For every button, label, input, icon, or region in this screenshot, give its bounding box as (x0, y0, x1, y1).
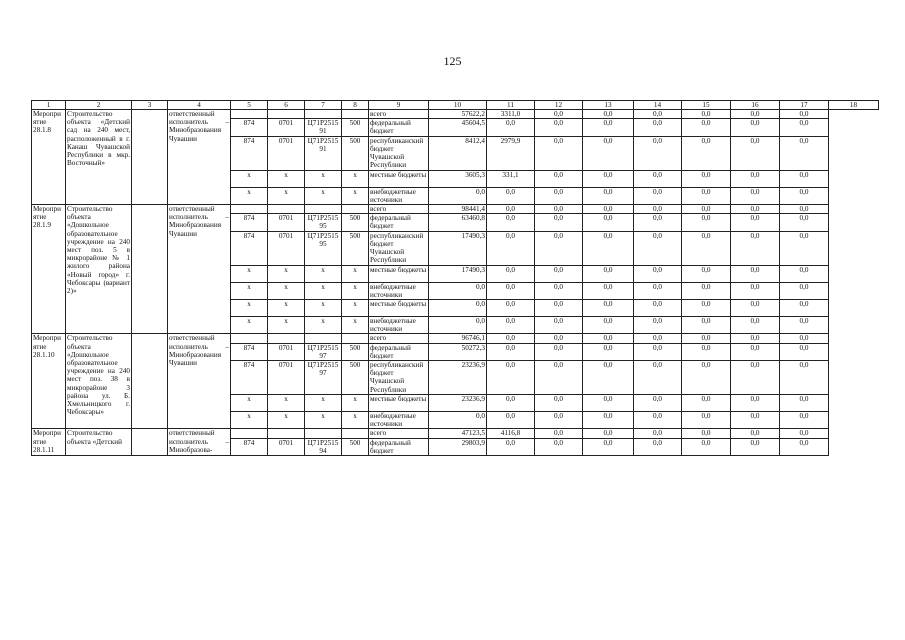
expense-type: x (342, 265, 369, 282)
amount-cell: 0,0 (429, 282, 487, 299)
col-header: 4 (168, 101, 231, 110)
event-executor: ответственный исполнитель – Минобразования Чувашии (168, 110, 231, 205)
target-code: x (305, 300, 342, 317)
col-header: 17 (780, 101, 829, 110)
event-object: Строительство объекта «Дошкольное образовательное учреждение на 240 мест поз. 5 в микрорайоне № 1 жилого района «Новый город» г. Чебоксары (вариант 2)» (66, 205, 132, 334)
amount-cell: 0,0 (682, 300, 731, 317)
amount-cell: 0,0 (487, 265, 535, 282)
amount-cell: 0,0 (487, 300, 535, 317)
amount-cell: 0,0 (535, 343, 583, 360)
amount-cell: 17490,3 (429, 231, 487, 265)
amount-cell: 0,0 (780, 282, 829, 299)
target-code: Ц71Р251591 (305, 119, 342, 136)
amount-cell: 0,0 (634, 214, 682, 231)
target-code: x (305, 395, 342, 412)
amount-cell: 0,0 (535, 361, 583, 395)
target-code: Ц71Р251595 (305, 214, 342, 231)
expense-type: 500 (342, 361, 369, 395)
col-header: 16 (731, 101, 780, 110)
section-code (268, 334, 305, 343)
col-header: 2 (66, 101, 132, 110)
target-code: Ц71Р251591 (305, 136, 342, 170)
amount-cell: 0,0 (780, 119, 829, 136)
empty-cell (132, 205, 168, 334)
amount-cell: 23236,9 (429, 361, 487, 395)
amount-cell: 0,0 (535, 429, 583, 438)
funding-source: федеральный бюджет (369, 438, 429, 455)
amount-cell: 0,0 (780, 170, 829, 187)
amount-cell: 0,0 (682, 412, 731, 429)
funding-source: внебюджетные источники (369, 317, 429, 334)
col-header: 9 (369, 101, 429, 110)
amount-cell: 50272,3 (429, 343, 487, 360)
funding-source: местные бюджеты (369, 395, 429, 412)
col-header: 5 (231, 101, 268, 110)
col-header: 12 (535, 101, 583, 110)
amount-cell: 4116,8 (487, 429, 535, 438)
funding-source: республиканский бюджет Чувашской Республики (369, 231, 429, 265)
amount-cell: 0,0 (487, 187, 535, 204)
amount-cell: 0,0 (634, 317, 682, 334)
amount-cell: 3311,0 (487, 110, 535, 119)
amount-cell: 0,0 (634, 110, 682, 119)
amount-cell: 63460,8 (429, 214, 487, 231)
amount-cell: 0,0 (780, 361, 829, 395)
header-row (32, 101, 879, 110)
target-code (305, 205, 342, 214)
amount-cell: 0,0 (731, 282, 780, 299)
amount-cell: 0,0 (583, 136, 634, 170)
table-body (32, 101, 879, 456)
amount-cell: 0,0 (535, 214, 583, 231)
expense-type: 500 (342, 119, 369, 136)
amount-cell: 3605,3 (429, 170, 487, 187)
amount-cell: 0,0 (634, 412, 682, 429)
grbs-code (231, 429, 268, 438)
event-number: Мероприятие 28.1.11 (32, 429, 66, 456)
amount-cell: 0,0 (682, 205, 731, 214)
col-header: 6 (268, 101, 305, 110)
col-header: 7 (305, 101, 342, 110)
amount-cell: 0,0 (583, 438, 634, 455)
grbs-code: 874 (231, 214, 268, 231)
funding-source: местные бюджеты (369, 265, 429, 282)
section-code: 0701 (268, 343, 305, 360)
amount-cell: 0,0 (731, 395, 780, 412)
amount-cell: 0,0 (535, 300, 583, 317)
grbs-code: 874 (231, 231, 268, 265)
event-object: Строительство объекта «Детский (66, 429, 132, 456)
amount-cell: 0,0 (731, 231, 780, 265)
grbs-code: x (231, 317, 268, 334)
page-number: 125 (443, 54, 462, 68)
grbs-code: x (231, 265, 268, 282)
amount-cell: 0,0 (535, 136, 583, 170)
amount-cell: 0,0 (583, 361, 634, 395)
amount-cell: 331,1 (487, 170, 535, 187)
col-header: 1 (32, 101, 66, 110)
expense-type: x (342, 395, 369, 412)
amount-cell: 0,0 (682, 361, 731, 395)
section-code: x (268, 187, 305, 204)
grbs-code: 874 (231, 361, 268, 395)
amount-cell: 23236,9 (429, 395, 487, 412)
section-code: x (268, 265, 305, 282)
amount-cell: 0,0 (535, 119, 583, 136)
grbs-code: x (231, 395, 268, 412)
event-executor: ответственный исполнитель – Минобразования Чувашии (168, 205, 231, 334)
amount-cell: 0,0 (583, 119, 634, 136)
amount-cell: 0,0 (682, 438, 731, 455)
amount-cell: 0,0 (583, 429, 634, 438)
target-code: x (305, 265, 342, 282)
grbs-code: 874 (231, 136, 268, 170)
amount-cell: 0,0 (634, 361, 682, 395)
amount-cell: 8412,4 (429, 136, 487, 170)
amount-cell: 29803,9 (429, 438, 487, 455)
table-row (32, 429, 879, 438)
section-code: x (268, 282, 305, 299)
expense-type (342, 429, 369, 438)
amount-cell: 0,0 (634, 282, 682, 299)
empty-cell (132, 334, 168, 429)
amount-cell: 0,0 (583, 170, 634, 187)
amount-cell: 0,0 (535, 110, 583, 119)
amount-cell: 0,0 (634, 300, 682, 317)
event-executor: ответственный исполнитель – Минобразования Чувашии (168, 334, 231, 429)
amount-cell: 0,0 (682, 343, 731, 360)
amount-cell: 0,0 (487, 119, 535, 136)
section-code: 0701 (268, 438, 305, 455)
col-header: 10 (429, 101, 487, 110)
amount-cell: 0,0 (487, 343, 535, 360)
amount-cell: 0,0 (487, 205, 535, 214)
amount-cell: 0,0 (731, 438, 780, 455)
grbs-code (231, 334, 268, 343)
expense-type (342, 205, 369, 214)
funding-source: федеральный бюджет (369, 214, 429, 231)
expense-type: 500 (342, 231, 369, 265)
event-number: Мероприятие 28.1.10 (32, 334, 66, 429)
amount-cell: 57622,2 (429, 110, 487, 119)
amount-cell: 0,0 (487, 214, 535, 231)
amount-cell: 0,0 (731, 214, 780, 231)
funding-source: республиканский бюджет Чувашской Республики (369, 361, 429, 395)
amount-cell: 0,0 (780, 136, 829, 170)
expense-type (342, 334, 369, 343)
amount-cell: 0,0 (583, 110, 634, 119)
target-code: x (305, 282, 342, 299)
amount-cell: 0,0 (780, 205, 829, 214)
funding-source: всего (369, 429, 429, 438)
table-row (32, 110, 879, 119)
amount-cell: 0,0 (634, 334, 682, 343)
grbs-code: x (231, 282, 268, 299)
amount-cell: 0,0 (780, 110, 829, 119)
col-header: 18 (829, 101, 879, 110)
col-header: 11 (487, 101, 535, 110)
target-code: Ц71Р251594 (305, 438, 342, 455)
amount-cell: 0,0 (634, 136, 682, 170)
grbs-code: x (231, 170, 268, 187)
amount-cell: 0,0 (682, 231, 731, 265)
amount-cell: 47123,5 (429, 429, 487, 438)
funding-source: внебюджетные источники (369, 187, 429, 204)
amount-cell: 0,0 (634, 265, 682, 282)
amount-cell: 0,0 (780, 343, 829, 360)
amount-cell: 0,0 (780, 231, 829, 265)
amount-cell: 0,0 (634, 438, 682, 455)
amount-cell: 0,0 (487, 361, 535, 395)
amount-cell: 0,0 (535, 187, 583, 204)
expense-type: 500 (342, 438, 369, 455)
amount-cell: 0,0 (429, 300, 487, 317)
amount-cell: 0,0 (429, 317, 487, 334)
amount-cell: 0,0 (535, 438, 583, 455)
amount-cell: 0,0 (634, 187, 682, 204)
section-code: 0701 (268, 361, 305, 395)
amount-cell: 0,0 (583, 343, 634, 360)
funding-source: республиканский бюджет Чувашской Республики (369, 136, 429, 170)
target-code (305, 334, 342, 343)
amount-cell: 0,0 (487, 282, 535, 299)
target-code (305, 429, 342, 438)
amount-cell: 0,0 (731, 265, 780, 282)
amount-cell: 0,0 (731, 136, 780, 170)
amount-cell: 0,0 (487, 231, 535, 265)
amount-cell: 0,0 (429, 187, 487, 204)
amount-cell: 0,0 (682, 429, 731, 438)
amount-cell: 0,0 (487, 317, 535, 334)
grbs-code: x (231, 187, 268, 204)
target-code: x (305, 187, 342, 204)
target-code: Ц71Р251595 (305, 231, 342, 265)
col-header: 13 (583, 101, 634, 110)
amount-cell: 0,0 (583, 282, 634, 299)
amount-cell: 0,0 (731, 317, 780, 334)
event-object: Строительство объекта «Дошкольное образовательное учреждение на 240 мест поз. 38 в микрорайоне 3 района ул. Б. Хмельницкого г. Чебоксары» (66, 334, 132, 429)
table-row (32, 205, 879, 214)
target-code: x (305, 412, 342, 429)
amount-cell: 0,0 (682, 265, 731, 282)
event-object: Строительство объекта «Детский сад на 240 мест, расположенный в г. Канаш Чувашской Республики в мкр. Восточный» (66, 110, 132, 205)
amount-cell: 0,0 (487, 334, 535, 343)
amount-cell: 0,0 (731, 429, 780, 438)
amount-cell: 0,0 (583, 205, 634, 214)
empty-cell (132, 429, 168, 456)
amount-cell: 0,0 (780, 265, 829, 282)
amount-cell: 0,0 (634, 429, 682, 438)
amount-cell: 2979,9 (487, 136, 535, 170)
amount-cell: 0,0 (731, 170, 780, 187)
amount-cell: 17490,3 (429, 265, 487, 282)
amount-cell: 0,0 (535, 412, 583, 429)
amount-cell: 0,0 (535, 317, 583, 334)
amount-cell: 0,0 (583, 300, 634, 317)
col-header: 14 (634, 101, 682, 110)
target-code: Ц71Р251597 (305, 343, 342, 360)
amount-cell: 0,0 (583, 395, 634, 412)
col-header: 15 (682, 101, 731, 110)
amount-cell: 0,0 (780, 334, 829, 343)
amount-cell: 0,0 (535, 265, 583, 282)
funding-source: внебюджетные источники (369, 412, 429, 429)
amount-cell: 0,0 (731, 334, 780, 343)
grbs-code: x (231, 412, 268, 429)
funding-source: всего (369, 205, 429, 214)
expense-type: 500 (342, 136, 369, 170)
amount-cell: 0,0 (731, 187, 780, 204)
amount-cell: 0,0 (583, 187, 634, 204)
section-code (268, 429, 305, 438)
section-code: x (268, 170, 305, 187)
amount-cell: 0,0 (682, 110, 731, 119)
amount-cell: 0,0 (535, 205, 583, 214)
section-code: 0701 (268, 231, 305, 265)
funding-source: местные бюджеты (369, 170, 429, 187)
amount-cell: 0,0 (634, 119, 682, 136)
expense-type: 500 (342, 214, 369, 231)
amount-cell: 0,0 (780, 395, 829, 412)
amount-cell: 0,0 (731, 412, 780, 429)
section-code: 0701 (268, 214, 305, 231)
section-code: x (268, 395, 305, 412)
amount-cell: 0,0 (731, 110, 780, 119)
amount-cell: 0,0 (634, 395, 682, 412)
expense-type (342, 110, 369, 119)
amount-cell: 0,0 (682, 334, 731, 343)
expense-type: x (342, 187, 369, 204)
amount-cell: 0,0 (487, 412, 535, 429)
amount-cell: 0,0 (535, 282, 583, 299)
amount-cell: 0,0 (535, 334, 583, 343)
amount-cell: 0,0 (634, 205, 682, 214)
amount-cell: 0,0 (634, 343, 682, 360)
amount-cell: 0,0 (682, 214, 731, 231)
amount-cell: 0,0 (780, 429, 829, 438)
amount-cell: 0,0 (780, 412, 829, 429)
section-code: x (268, 412, 305, 429)
amount-cell: 45604,5 (429, 119, 487, 136)
grbs-code: 874 (231, 343, 268, 360)
funding-source: федеральный бюджет (369, 119, 429, 136)
target-code (305, 110, 342, 119)
amount-cell: 0,0 (780, 187, 829, 204)
col-header: 3 (132, 101, 168, 110)
amount-cell: 0,0 (780, 300, 829, 317)
section-code (268, 110, 305, 119)
amount-cell: 0,0 (682, 119, 731, 136)
section-code (268, 205, 305, 214)
amount-cell: 0,0 (535, 170, 583, 187)
amount-cell: 0,0 (583, 317, 634, 334)
target-code: Ц71Р251597 (305, 361, 342, 395)
amount-cell: 0,0 (535, 231, 583, 265)
amount-cell: 98441,4 (429, 205, 487, 214)
amount-cell: 0,0 (731, 119, 780, 136)
amount-cell: 0,0 (682, 317, 731, 334)
amount-cell: 0,0 (780, 438, 829, 455)
amount-cell: 0,0 (487, 395, 535, 412)
amount-cell: 0,0 (583, 265, 634, 282)
section-code: 0701 (268, 119, 305, 136)
section-code: 0701 (268, 136, 305, 170)
funding-source: местные бюджеты (369, 300, 429, 317)
empty-cell (132, 110, 168, 205)
expense-type: x (342, 170, 369, 187)
expense-type: x (342, 317, 369, 334)
event-number: Мероприятие 28.1.8 (32, 110, 66, 205)
expense-type: x (342, 412, 369, 429)
event-number: Мероприятие 28.1.9 (32, 205, 66, 334)
funding-source: всего (369, 334, 429, 343)
amount-cell: 0,0 (682, 395, 731, 412)
amount-cell: 0,0 (583, 231, 634, 265)
grbs-code: 874 (231, 119, 268, 136)
target-code: x (305, 170, 342, 187)
grbs-code (231, 205, 268, 214)
amount-cell: 0,0 (731, 205, 780, 214)
grbs-code: x (231, 300, 268, 317)
budget-table (31, 100, 879, 456)
amount-cell: 0,0 (780, 317, 829, 334)
amount-cell: 0,0 (731, 361, 780, 395)
amount-cell: 0,0 (634, 231, 682, 265)
amount-cell: 0,0 (682, 170, 731, 187)
amount-cell: 0,0 (583, 412, 634, 429)
funding-source: федеральный бюджет (369, 343, 429, 360)
funding-source: внебюджетные источники (369, 282, 429, 299)
grbs-code: 874 (231, 438, 268, 455)
grbs-code (231, 110, 268, 119)
amount-cell: 0,0 (682, 136, 731, 170)
event-executor: ответственный исполнитель – Минобразова- (169, 429, 229, 454)
col-header: 8 (342, 101, 369, 110)
amount-cell: 0,0 (487, 438, 535, 455)
amount-cell: 0,0 (731, 300, 780, 317)
amount-cell: 0,0 (535, 395, 583, 412)
amount-cell: 0,0 (634, 170, 682, 187)
funding-source: всего (369, 110, 429, 119)
amount-cell: 0,0 (682, 282, 731, 299)
target-code: x (305, 317, 342, 334)
amount-cell: 0,0 (682, 187, 731, 204)
section-code: x (268, 317, 305, 334)
expense-type: x (342, 282, 369, 299)
section-code: x (268, 300, 305, 317)
expense-type: x (342, 300, 369, 317)
amount-cell: 0,0 (583, 214, 634, 231)
amount-cell: 0,0 (780, 214, 829, 231)
expense-type: 500 (342, 343, 369, 360)
amount-cell: 0,0 (429, 412, 487, 429)
amount-cell: 0,0 (583, 334, 634, 343)
amount-cell: 96746,1 (429, 334, 487, 343)
amount-cell: 0,0 (731, 343, 780, 360)
table-row (32, 334, 879, 343)
